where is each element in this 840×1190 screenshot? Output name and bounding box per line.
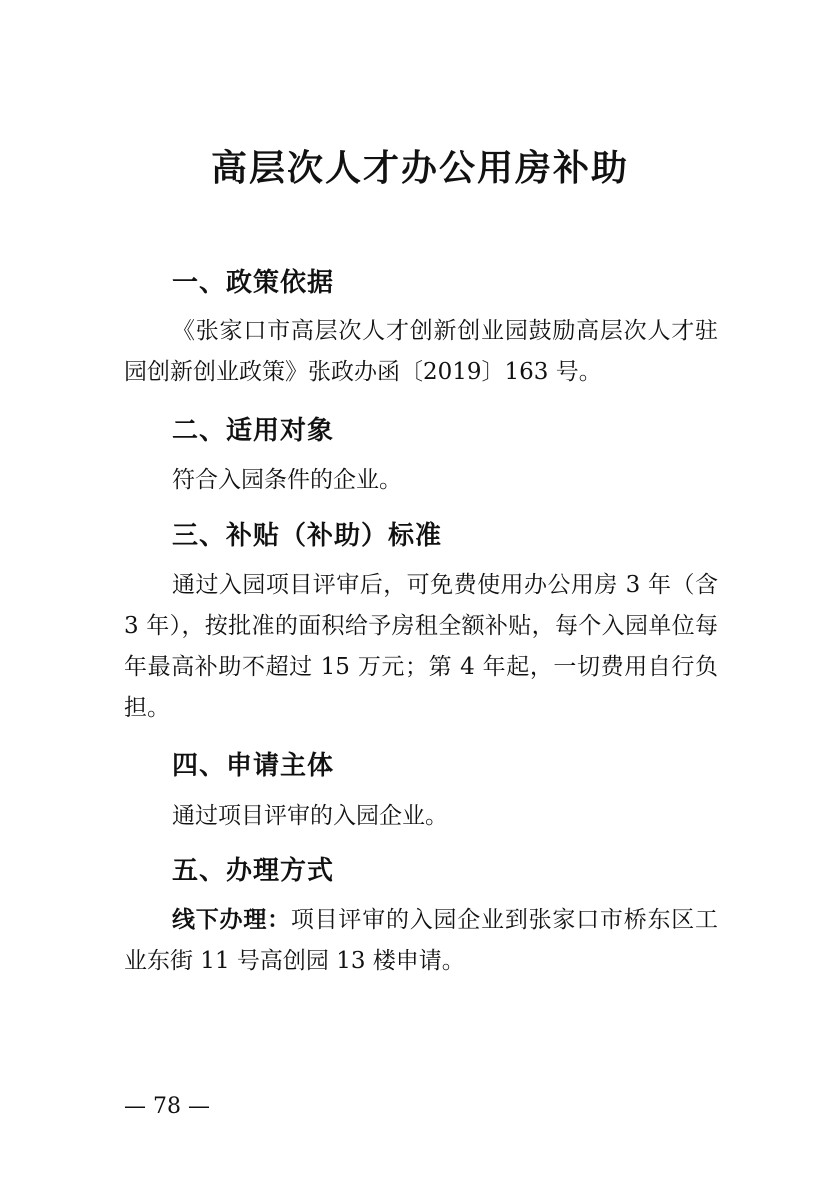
page-number: — 78 — xyxy=(124,1094,210,1119)
section-body-policy-basis: 《张家口市高层次人才创新创业园鼓励高层次人才驻园创新创业政策》张政办函〔2019〕163 号。 xyxy=(124,318,718,385)
offline-handling-text: 项目评审的入园企业到张家口市桥东区工业东街 11 号高创园 13 楼申请。 xyxy=(124,907,719,974)
page-title: 高层次人才办公用房补助 xyxy=(210,147,629,189)
section-heading-applicable-target: 二、适用对象 xyxy=(172,416,335,446)
section-body-applicant: 通过项目评审的入园企业。 xyxy=(172,803,448,829)
section-heading-policy-basis: 一、政策依据 xyxy=(172,268,335,298)
section-heading-handling-method: 五、办理方式 xyxy=(172,856,335,886)
section-body-subsidy-standard: 通过入园项目评审后，可免费使用办公用房 3 年（含 3 年），按批准的面积给予房租全额补贴，每个入园单位每年最高补助不超过 15 万元；第 4 年起，一切费用自行负担。 xyxy=(124,572,718,721)
section-heading-applicant: 四、申请主体 xyxy=(172,751,335,781)
section-body-applicable-target: 符合入园条件的企业。 xyxy=(172,467,402,493)
offline-handling-label: 线下办理： xyxy=(172,907,291,933)
section-body-handling-method xyxy=(124,900,718,982)
section-heading-subsidy-standard: 三、补贴（补助）标准 xyxy=(172,521,443,551)
